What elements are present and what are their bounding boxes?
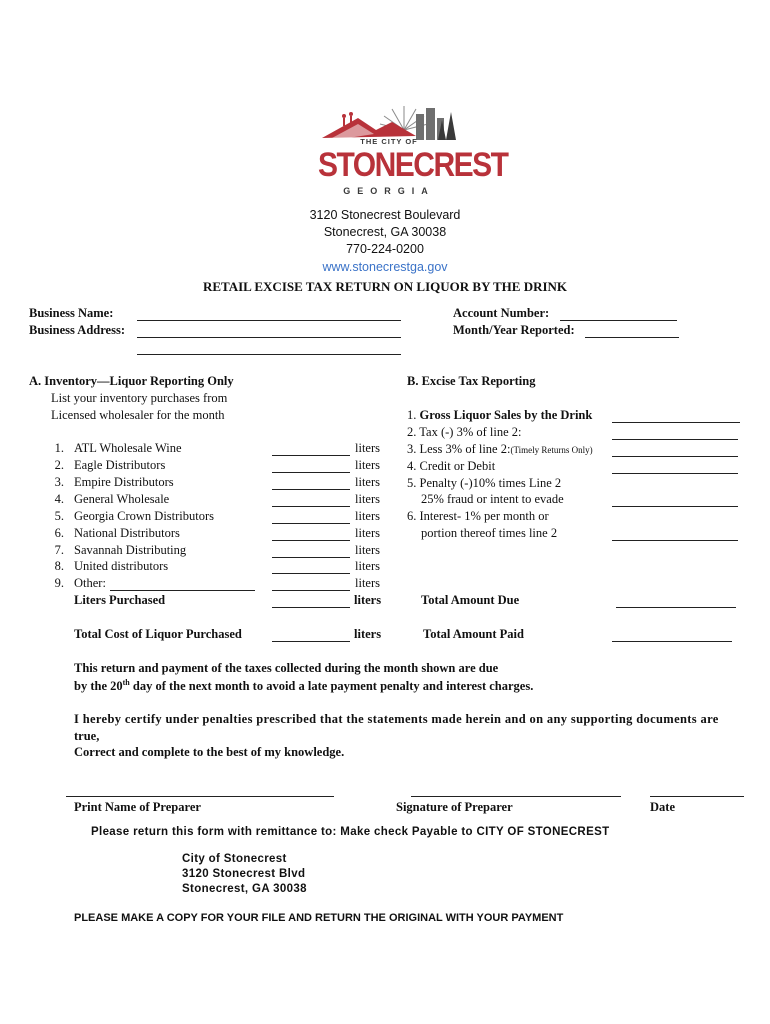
tax-line-field[interactable] <box>612 439 738 440</box>
liters-purchased-unit: liters <box>354 593 382 607</box>
less-line-label: 3. Less 3% of line 2:(Timely Returns Only) <box>407 442 593 456</box>
signature-label: Signature of Preparer <box>396 800 513 814</box>
liters-field[interactable] <box>272 573 350 574</box>
unit-label: liters <box>355 543 380 557</box>
liters-field[interactable] <box>272 472 350 473</box>
timely-returns-note: (Timely Returns Only) <box>510 445 593 455</box>
total-cost-unit: liters <box>354 627 382 641</box>
total-cost-field[interactable] <box>272 641 350 642</box>
liters-field[interactable] <box>272 590 350 591</box>
mail-address-2: 3120 Stonecrest Blvd <box>182 868 306 880</box>
city-citystate: Stonecrest, GA 30038 <box>323 225 447 239</box>
unit-label: liters <box>355 475 380 489</box>
logo-main-text: STONECREST <box>318 146 508 184</box>
unit-label: liters <box>355 559 380 573</box>
liters-field[interactable] <box>272 455 350 456</box>
section-b-heading: B. Excise Tax Reporting <box>407 374 536 388</box>
month-year-label: Month/Year Reported: <box>453 323 575 337</box>
interest-label-2: portion thereof times line 2 <box>421 526 558 540</box>
city-phone: 770-224-0200 <box>346 242 424 256</box>
total-due-label: Total Amount Due <box>421 593 520 607</box>
other-name-field[interactable] <box>110 590 255 591</box>
month-year-field[interactable] <box>585 337 679 338</box>
unit-label: liters <box>355 492 380 506</box>
business-address-field-1[interactable] <box>137 337 401 338</box>
wholesaler-name: Other: <box>74 576 106 590</box>
unit-label: liters <box>355 576 380 590</box>
liters-field[interactable] <box>272 523 350 524</box>
city-logo <box>318 104 508 200</box>
wholesaler-name: Georgia Crown Distributors <box>74 509 215 523</box>
wholesaler-name: General Wholesale <box>74 492 170 506</box>
wholesaler-name: Empire Distributors <box>74 475 174 489</box>
credit-debit-label: 4. Credit or Debit <box>407 459 496 473</box>
form-title: RETAIL EXCISE TAX RETURN ON LIQUOR BY THE DRINK <box>202 279 568 294</box>
footer-notice: PLEASE MAKE A COPY FOR YOUR FILE AND RETURN THE ORIGINAL WITH YOUR PAYMENT <box>74 912 564 924</box>
penalty-label-2: 25% fraud or intent to evade <box>421 492 564 506</box>
gross-sales-label: 1. Gross Liquor Sales by the Drink <box>407 408 593 422</box>
date-label: Date <box>650 800 675 814</box>
gross-sales-field[interactable] <box>612 422 740 423</box>
wholesaler-name: National Distributors <box>74 526 180 540</box>
credit-debit-field[interactable] <box>612 473 738 474</box>
account-number-label: Account Number: <box>453 306 550 320</box>
unit-label: liters <box>355 458 380 472</box>
city-website-link[interactable]: www.stonecrestga.gov <box>322 260 448 274</box>
mail-address-1: City of Stonecrest <box>182 853 287 865</box>
total-due-field[interactable] <box>616 607 736 608</box>
signature-field[interactable] <box>411 796 621 797</box>
unit-label: liters <box>355 441 380 455</box>
wholesaler-name: United distributors <box>74 559 169 573</box>
liters-field[interactable] <box>272 540 350 541</box>
section-a-intro-1: List your inventory purchases from <box>51 391 228 405</box>
total-cost-label: Total Cost of Liquor Purchased <box>74 627 242 641</box>
preparer-name-field[interactable] <box>66 796 334 797</box>
logo-top-text: THE CITY OF <box>360 137 418 146</box>
unit-label: liters <box>355 509 380 523</box>
city-street: 3120 Stonecrest Boulevard <box>309 208 461 222</box>
certify-line-2: true, <box>74 729 100 743</box>
account-number-field[interactable] <box>560 320 677 321</box>
certify-line-3: Correct and complete to the best of my knowledge. <box>74 745 345 759</box>
notice-line-1: This return and payment of the taxes collected during the month shown are due <box>74 661 499 675</box>
preparer-name-label: Print Name of Preparer <box>74 800 201 814</box>
total-paid-field[interactable] <box>612 641 732 642</box>
wholesaler-name: Eagle Distributors <box>74 458 166 472</box>
section-a-heading: A. Inventory—Liquor Reporting Only <box>29 374 234 388</box>
business-address-label: Business Address: <box>29 323 125 337</box>
business-name-field[interactable] <box>137 320 401 321</box>
liters-purchased-field[interactable] <box>272 607 350 608</box>
total-paid-label: Total Amount Paid <box>423 627 524 641</box>
section-a-intro-2: Licensed wholesaler for the month <box>51 408 225 422</box>
return-instructions: Please return this form with remittance to: Make check Payable to CITY OF STONECREST <box>91 826 610 838</box>
penalty-label: 5. Penalty (-)10% times Line 2 <box>407 476 562 490</box>
wholesaler-name: ATL Wholesale Wine <box>74 441 182 455</box>
business-address-field-2[interactable] <box>137 354 401 355</box>
liters-field[interactable] <box>272 506 350 507</box>
liters-field[interactable] <box>272 557 350 558</box>
interest-field[interactable] <box>612 540 738 541</box>
mail-address-3: Stonecrest, GA 30038 <box>182 883 307 895</box>
liters-purchased-label: Liters Purchased <box>74 593 166 607</box>
liters-field[interactable] <box>272 489 350 490</box>
less-line-field[interactable] <box>612 456 738 457</box>
penalty-field[interactable] <box>612 506 738 507</box>
unit-label: liters <box>355 526 380 540</box>
notice-line-2: by the 20th day of the next month to avoid a late payment penalty and interest charges. <box>74 678 534 694</box>
certify-line-1: I hereby certify under penalties prescribed that the statements made herein and on any supporting documents are <box>74 712 719 726</box>
logo-bottom-text: GEORGIA <box>343 186 435 196</box>
wholesaler-name: Savannah Distributing <box>74 543 187 557</box>
interest-label: 6. Interest- 1% per month or <box>407 509 549 523</box>
business-name-label: Business Name: <box>29 306 114 320</box>
tax-line-label: 2. Tax (-) 3% of line 2: <box>407 425 522 439</box>
date-field[interactable] <box>650 796 744 797</box>
